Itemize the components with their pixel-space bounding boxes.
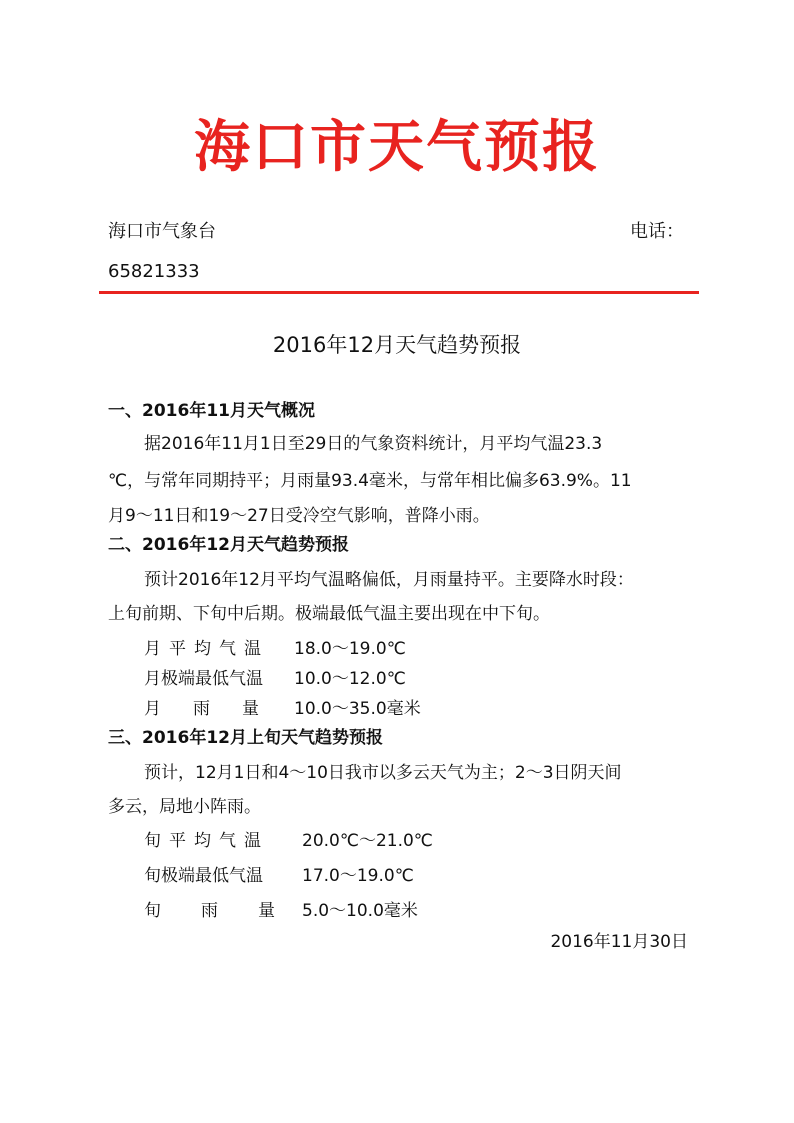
document-title: 海口市天气预报 bbox=[194, 115, 600, 180]
row-value: 18.0～19.0℃ bbox=[294, 639, 406, 659]
section2-heading: 二、2016年12月天气趋势预报 bbox=[108, 535, 349, 555]
section2-line-1: 预计2016年12月平均气温略偏低，月雨量持平。主要降水时段： bbox=[144, 570, 634, 590]
row-value: 17.0～19.0℃ bbox=[302, 866, 414, 886]
dekad-min-temp-row bbox=[144, 862, 414, 890]
organization-name: 海口市气象台 bbox=[108, 221, 216, 242]
row-label: 月雨量 bbox=[144, 699, 291, 719]
row-label: 月极端最低气温 bbox=[144, 669, 263, 689]
monthly-rainfall-row bbox=[144, 695, 421, 723]
phone-label: 电话： bbox=[630, 221, 684, 242]
dekad-avg-temp-row bbox=[144, 827, 433, 855]
section1-line-2: ℃，与常年同期持平；月雨量93.4毫米，与常年相比偏多63.9%。11 bbox=[108, 471, 632, 491]
issue-date: 2016年11月30日 bbox=[550, 932, 688, 952]
row-label: 月平均气温 bbox=[144, 639, 269, 659]
section1-heading: 一、2016年11月天气概况 bbox=[108, 401, 315, 421]
phone-number: 65821333 bbox=[108, 261, 200, 282]
row-label: 旬平均气温 bbox=[144, 831, 269, 851]
section1-line-3: 月9～11日和19～27日受冷空气影响，普降小雨。 bbox=[108, 506, 490, 526]
section3-line-1: 预计，12月1日和4～10日我市以多云天气为主；2～3日阴天间 bbox=[144, 763, 622, 783]
monthly-avg-temp-row bbox=[144, 635, 406, 663]
section1-line-1: 据2016年11月1日至29日的气象资料统计，月平均气温23.3 bbox=[144, 434, 603, 454]
row-value: 10.0～12.0℃ bbox=[294, 669, 406, 689]
row-value: 20.0℃～21.0℃ bbox=[302, 831, 433, 851]
document-subtitle: 2016年12月天气趋势预报 bbox=[272, 333, 522, 357]
header-divider bbox=[99, 291, 699, 294]
row-value: 10.0～35.0毫米 bbox=[294, 699, 421, 719]
section2-line-2: 上旬前期、下旬中后期。极端最低气温主要出现在中下旬。 bbox=[108, 604, 550, 624]
row-value: 5.0～10.0毫米 bbox=[302, 901, 418, 921]
dekad-rainfall-row bbox=[144, 897, 418, 925]
row-label: 旬雨量 bbox=[144, 901, 315, 921]
section3-line-2: 多云，局地小阵雨。 bbox=[108, 797, 261, 817]
section3-heading: 三、2016年12月上旬天气趋势预报 bbox=[108, 728, 383, 748]
monthly-min-temp-row bbox=[144, 665, 406, 693]
row-label: 旬极端最低气温 bbox=[144, 866, 263, 886]
